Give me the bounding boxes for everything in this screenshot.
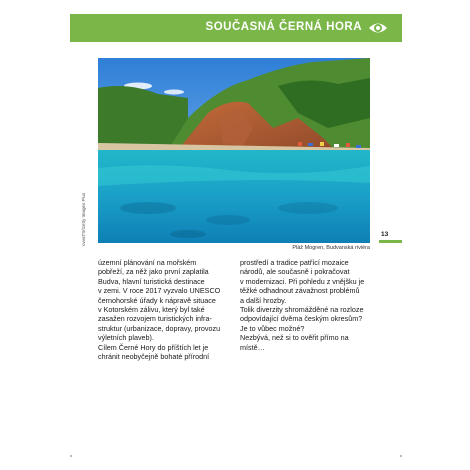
page-number: 13 [381, 231, 389, 238]
text-line: v modernizaci. Při pohledu z vnějšku je [240, 276, 365, 286]
text-line: v Kotorském zálivu, který byl také [98, 305, 205, 315]
text-line: územní plánování na mořském [98, 258, 197, 267]
text-line: prostředí a tradice patřící mozaice [240, 258, 349, 267]
text-line: pobřeží, za něž jako první zaplatila [98, 267, 209, 277]
text-line: těžké odhadnout závažnost problémů [240, 286, 360, 296]
text-column-right [240, 258, 375, 352]
text-line: místě… [240, 342, 265, 352]
text-column-left [98, 258, 238, 361]
text-line: výletních plaveb). [98, 333, 154, 343]
text-line: a další hrozby. [240, 295, 287, 305]
section-title: SOUČASNÁ ČERNÁ HORA [205, 21, 362, 33]
eye-icon [368, 20, 388, 36]
page-number-rule [379, 240, 402, 243]
text-line: Budva, hlavní turistická destinace [98, 276, 205, 286]
text-line: Je to vůbec možné? [240, 323, 305, 333]
text-line: v zemi. V roce 2017 vyzvalo UNESCO [98, 286, 221, 296]
photo-caption: Pláž Mogren, Budvanská riviéra [292, 245, 370, 251]
crop-mark [400, 455, 402, 457]
crop-mark [70, 455, 72, 457]
photo-credit: ovvaTS/Getty Images Plus [81, 192, 86, 246]
beach-photo [98, 58, 370, 243]
text-line: struktur (urbanizace, dopravy, provozu [98, 323, 221, 333]
text-line: chránit neobyčejně bohaté přírodní [98, 352, 210, 362]
section-header-bar [70, 14, 402, 42]
text-line: zasažen rozvojem turistických infra- [98, 314, 212, 324]
text-line: národů, ale současně i pokračovat [240, 267, 350, 277]
text-line: odpovídající dvěma českým okresům? [240, 314, 363, 324]
text-line: Tolik diverzity shromážděné na rozloze [240, 305, 364, 315]
text-line: černohorské úřady k nápravě situace [98, 295, 216, 305]
text-line: Nezbývá, než si to ověřit přímo na [240, 333, 349, 343]
text-line: Cílem Černé Hory do příštích let je [98, 342, 209, 352]
